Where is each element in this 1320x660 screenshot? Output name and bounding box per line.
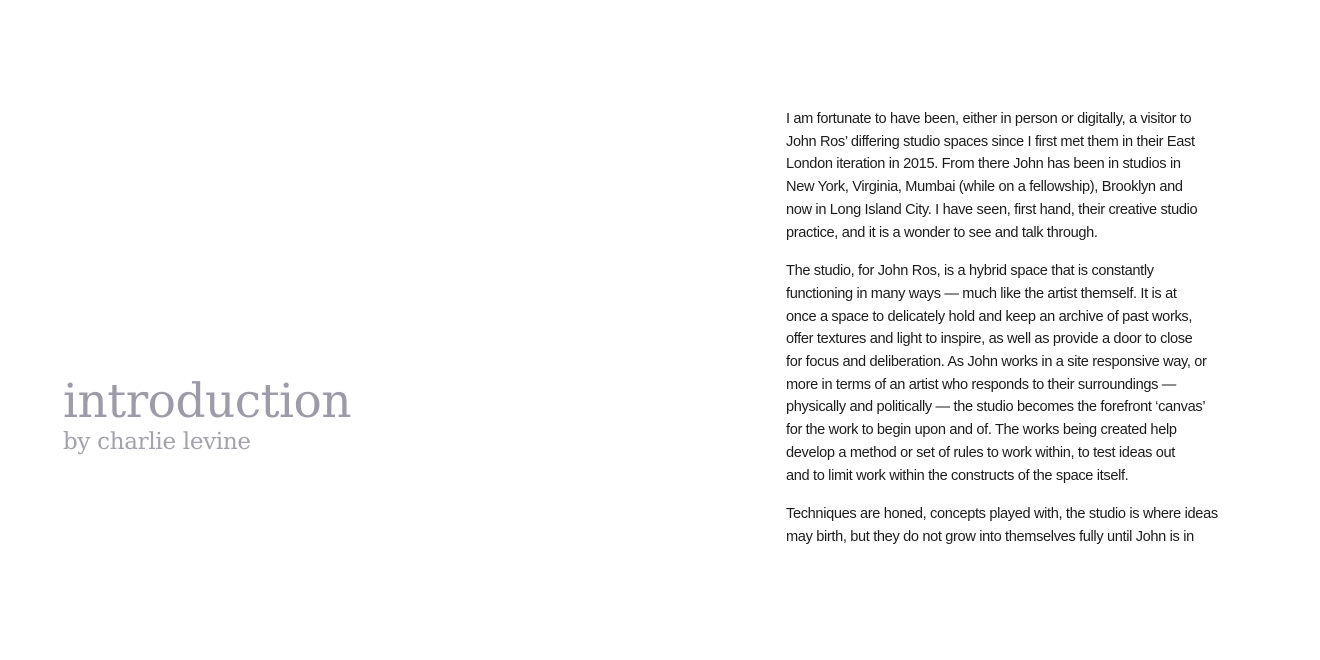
text-line: develop a method or set of rules to work within, to test ideas out	[786, 444, 1175, 461]
text-line: now in Long Island City. I have seen, first hand, their creative studio	[786, 201, 1198, 218]
text-line: I am fortunate to have been, either in person or digitally, a visitor to	[786, 111, 1192, 127]
page-title: introduction	[63, 374, 352, 429]
text-line: John Ros’ differing studio spaces since I first met them in their East	[786, 133, 1195, 150]
text-line: functioning in many ways — much like the artist themself. It is at	[786, 285, 1177, 302]
text-line: London iteration in 2015. From there John has been in studios in	[786, 156, 1181, 173]
text-line: physically and politically — the studio becomes the forefront ‘canvas’	[786, 399, 1206, 416]
text-line: New York, Virginia, Mumbai (while on a fellowship), Brooklyn and	[786, 179, 1183, 196]
body-text	[786, 108, 1226, 565]
paragraph-1	[786, 108, 1226, 244]
text-line: may birth, but they do not grow into themselves fully until John is in	[786, 528, 1194, 545]
text-line: for the work to begin upon and of. The works being created help	[786, 422, 1177, 439]
title-block	[63, 376, 351, 456]
author-byline: by charlie levine	[63, 429, 251, 455]
text-line: practice, and it is a wonder to see and talk through.	[786, 224, 1098, 241]
text-line: Techniques are honed, concepts played with, the studio is where ideas	[786, 506, 1218, 523]
text-line: and to limit work within the constructs of the space itself.	[786, 467, 1129, 484]
text-line: more in terms of an artist who responds to their surroundings —	[786, 376, 1177, 393]
paragraph-3	[786, 503, 1226, 548]
text-line: The studio, for John Ros, is a hybrid space that is constantly	[786, 263, 1154, 280]
text-line: once a space to delicately hold and keep an archive of past works,	[786, 308, 1193, 325]
text-line: offer textures and light to inspire, as well as provide a door to close	[786, 331, 1193, 348]
paragraph-2	[786, 260, 1226, 487]
text-line: for focus and deliberation. As John works in a site responsive way, or	[786, 354, 1207, 371]
